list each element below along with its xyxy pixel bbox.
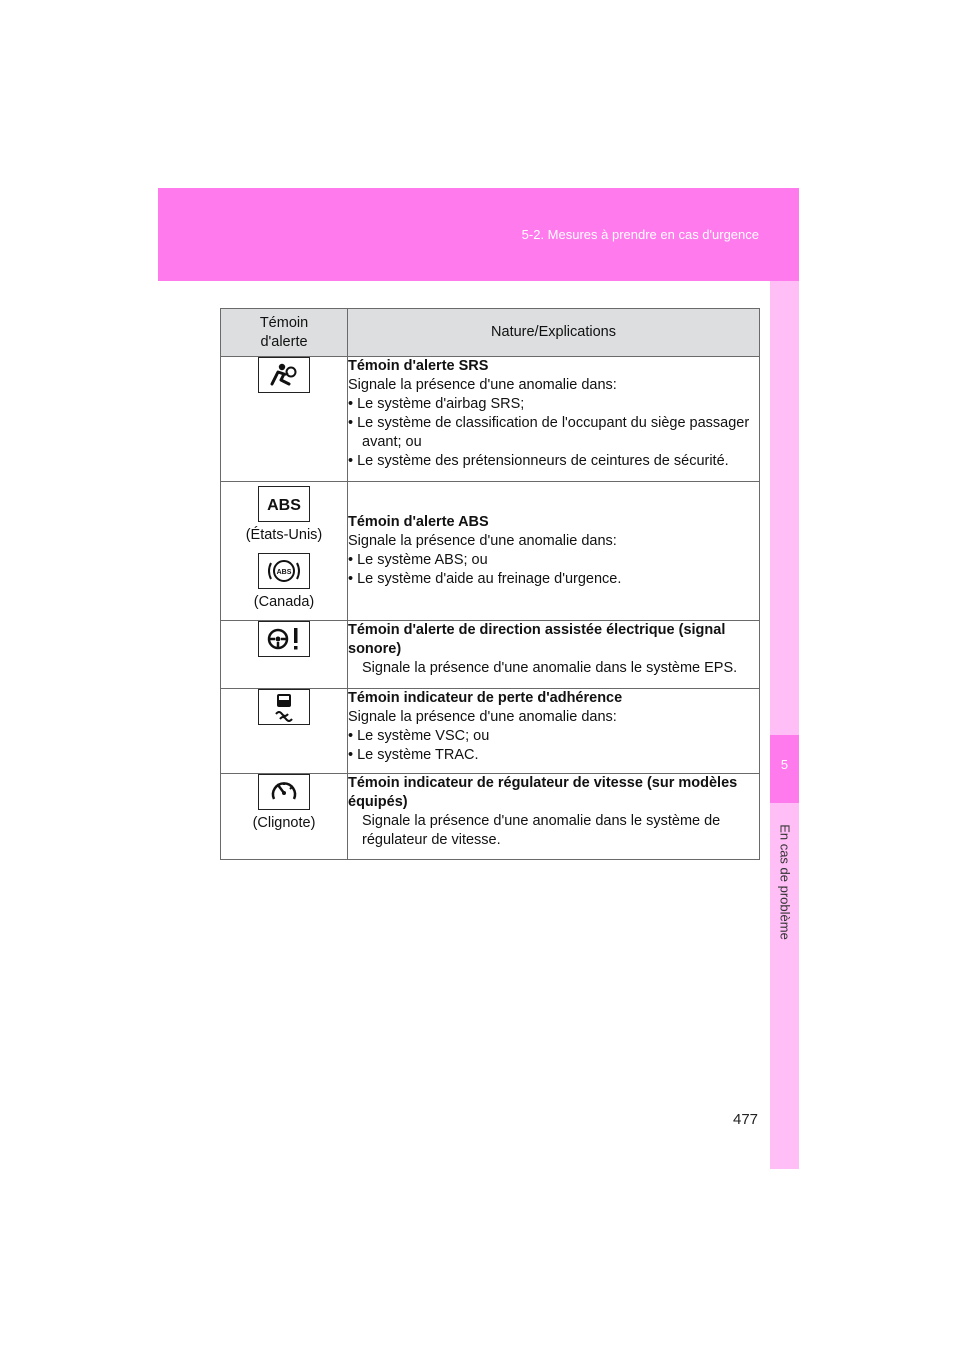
table-row	[221, 689, 760, 774]
text-cell	[348, 357, 760, 482]
cruise-control-icon	[258, 774, 310, 810]
chapter-header-band	[158, 188, 799, 281]
warning-name: Témoin d'alerte de direction assistée électrique (signal sonore)	[348, 622, 726, 657]
text-cell	[348, 689, 760, 774]
srs-airbag-icon	[258, 357, 310, 393]
abs-text-icon	[258, 486, 310, 522]
icon-caption-us: (États-Unis)	[245, 527, 323, 543]
warning-intro: Signale la présence d'une anomalie dans:	[348, 377, 617, 393]
table-row	[221, 621, 760, 689]
warning-name: Témoin d'alerte SRS	[348, 358, 489, 374]
column-header-icon: Témoin d'alerte	[221, 309, 348, 357]
text-cell	[348, 621, 760, 689]
warning-bullet: • Le système ABS; ou	[348, 552, 488, 568]
icon-caption: (Clignote)	[252, 815, 316, 831]
warning-bullet: • Le système TRAC.	[348, 747, 479, 763]
table-row	[221, 357, 760, 482]
section-tab-number: 5	[780, 757, 789, 772]
section-tab	[770, 735, 799, 803]
warning-bullet: • Le système VSC; ou	[348, 728, 490, 744]
warning-name: Témoin d'alerte ABS	[348, 514, 489, 530]
warning-bullet: • Le système d'airbag SRS;	[348, 396, 525, 412]
warning-lights-table	[220, 308, 760, 860]
abs-circle-icon	[258, 553, 310, 589]
skid-car-icon	[258, 689, 310, 725]
icon-cell	[221, 357, 348, 482]
icon-cell	[221, 621, 348, 689]
warning-name: Témoin indicateur de perte d'adhérence	[348, 690, 623, 706]
section-tab-label	[770, 812, 799, 952]
steering-warning-icon	[258, 621, 310, 657]
warning-bullet: • Le système de classification de l'occupant du siège passager avant; ou	[348, 415, 750, 450]
side-strip	[770, 281, 799, 1169]
table-header-row	[221, 309, 760, 357]
text-cell	[348, 774, 760, 860]
icon-cell	[221, 482, 348, 621]
column-header-text: Nature/Explications	[348, 309, 760, 357]
icon-cell	[221, 774, 348, 860]
warning-bullet: • Le système d'aide au freinage d'urgence.	[348, 571, 622, 587]
section-tab-label-text: En cas de problème	[777, 824, 792, 940]
table-row	[221, 774, 760, 860]
warning-intro: Signale la présence d'une anomalie dans:	[348, 709, 617, 725]
icon-cell	[221, 689, 348, 774]
warning-bullet: • Le système des prétensionneurs de ceintures de sécurité.	[348, 453, 729, 469]
warning-description: Signale la présence d'une anomalie dans le système de régulateur de vitesse.	[362, 813, 721, 848]
text-cell	[348, 482, 760, 621]
warning-description: Signale la présence d'une anomalie dans le système EPS.	[362, 660, 738, 676]
warning-intro: Signale la présence d'une anomalie dans:	[348, 533, 617, 549]
abs-circle-icon-label: ABS	[276, 569, 292, 576]
abs-text-icon-label: ABS	[267, 497, 301, 514]
icon-caption-ca: (Canada)	[253, 594, 315, 610]
page-number: 477	[733, 1111, 759, 1128]
table-row	[221, 482, 760, 621]
chapter-header-title: 5-2. Mesures à prendre en cas d'urgence	[521, 227, 759, 242]
warning-name: Témoin indicateur de régulateur de vitesse (sur modèles équipés)	[348, 775, 738, 810]
